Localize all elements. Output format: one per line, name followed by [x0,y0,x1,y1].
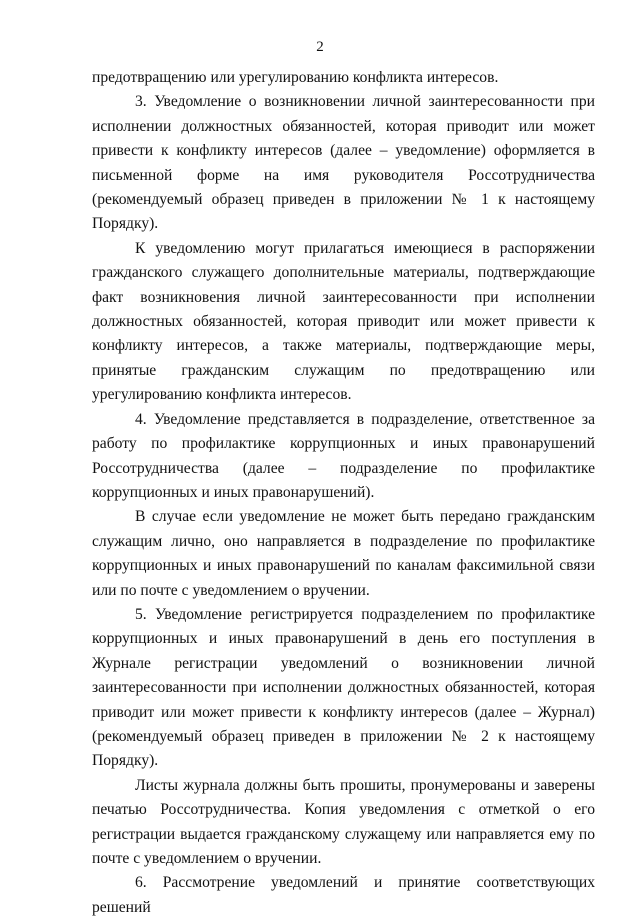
page-number: 2 [316,39,324,55]
paragraph-journal: Листы журнала должны быть прошиты, пронумерованы и заверены печатью Россотрудничества. Копия уведомления с отметкой о его регистрации выдается гражданскому служащему или направляется ему по почте с уведомлением о вручении. [92,776,595,867]
paragraph-continuation: предотвращению или урегулированию конфликта интересов. [92,69,499,86]
paragraph-item-5: 5. Уведомление регистрируется подразделением по профилактике коррупционных и иных правонарушений в день его поступления в Журнале регистрации уведомлений о возникновении личной заинтересованности при исполнении должностных обязанностей, которая приводит или может привести к конфликту интересов (далее – Журнал) (рекомендуемый образец приведен в приложении № 2 к настоящему Порядку). [92,605,595,770]
paragraph-attachments: К уведомлению могут прилагаться имеющиеся в распоряжении гражданского служащего дополнительные материалы, подтверждающие факт возникновения личной заинтересованности при исполнении должностных обязанностей, которая приводит или может привести к конфликту интересов, а также материалы, подтверждающие меры, принятые гражданским служащим по предотвращению или урегулированию конфликта интересов. [92,239,595,404]
document-body [92,66,595,920]
paragraph-item-3: 3. Уведомление о возникновении личной заинтересованности при исполнении должностных обязанностей, которая приводит или может привести к конфликту интересов (далее – уведомление) оформляется в письменной форме на имя руководителя Россотрудничества (рекомендуемый образец приведен в приложении № 1 к настоящему Порядку). [92,93,595,233]
paragraph-item-6: 6. Рассмотрение уведомлений и принятие соответствующих решений [92,874,595,916]
paragraph-delivery: В случае если уведомление не может быть передано гражданским служащим лично, оно направляется в подразделение по профилактике коррупционных и иных правонарушений по каналам факсимильной связи или по почте с уведомлением о вручении. [92,508,595,599]
paragraph-item-4: 4. Уведомление представляется в подразделение, ответственное за работу по профилактике коррупционных и иных правонарушений Россотрудничества (далее – подразделение по профилактике коррупционных и иных правонарушений). [92,410,595,501]
